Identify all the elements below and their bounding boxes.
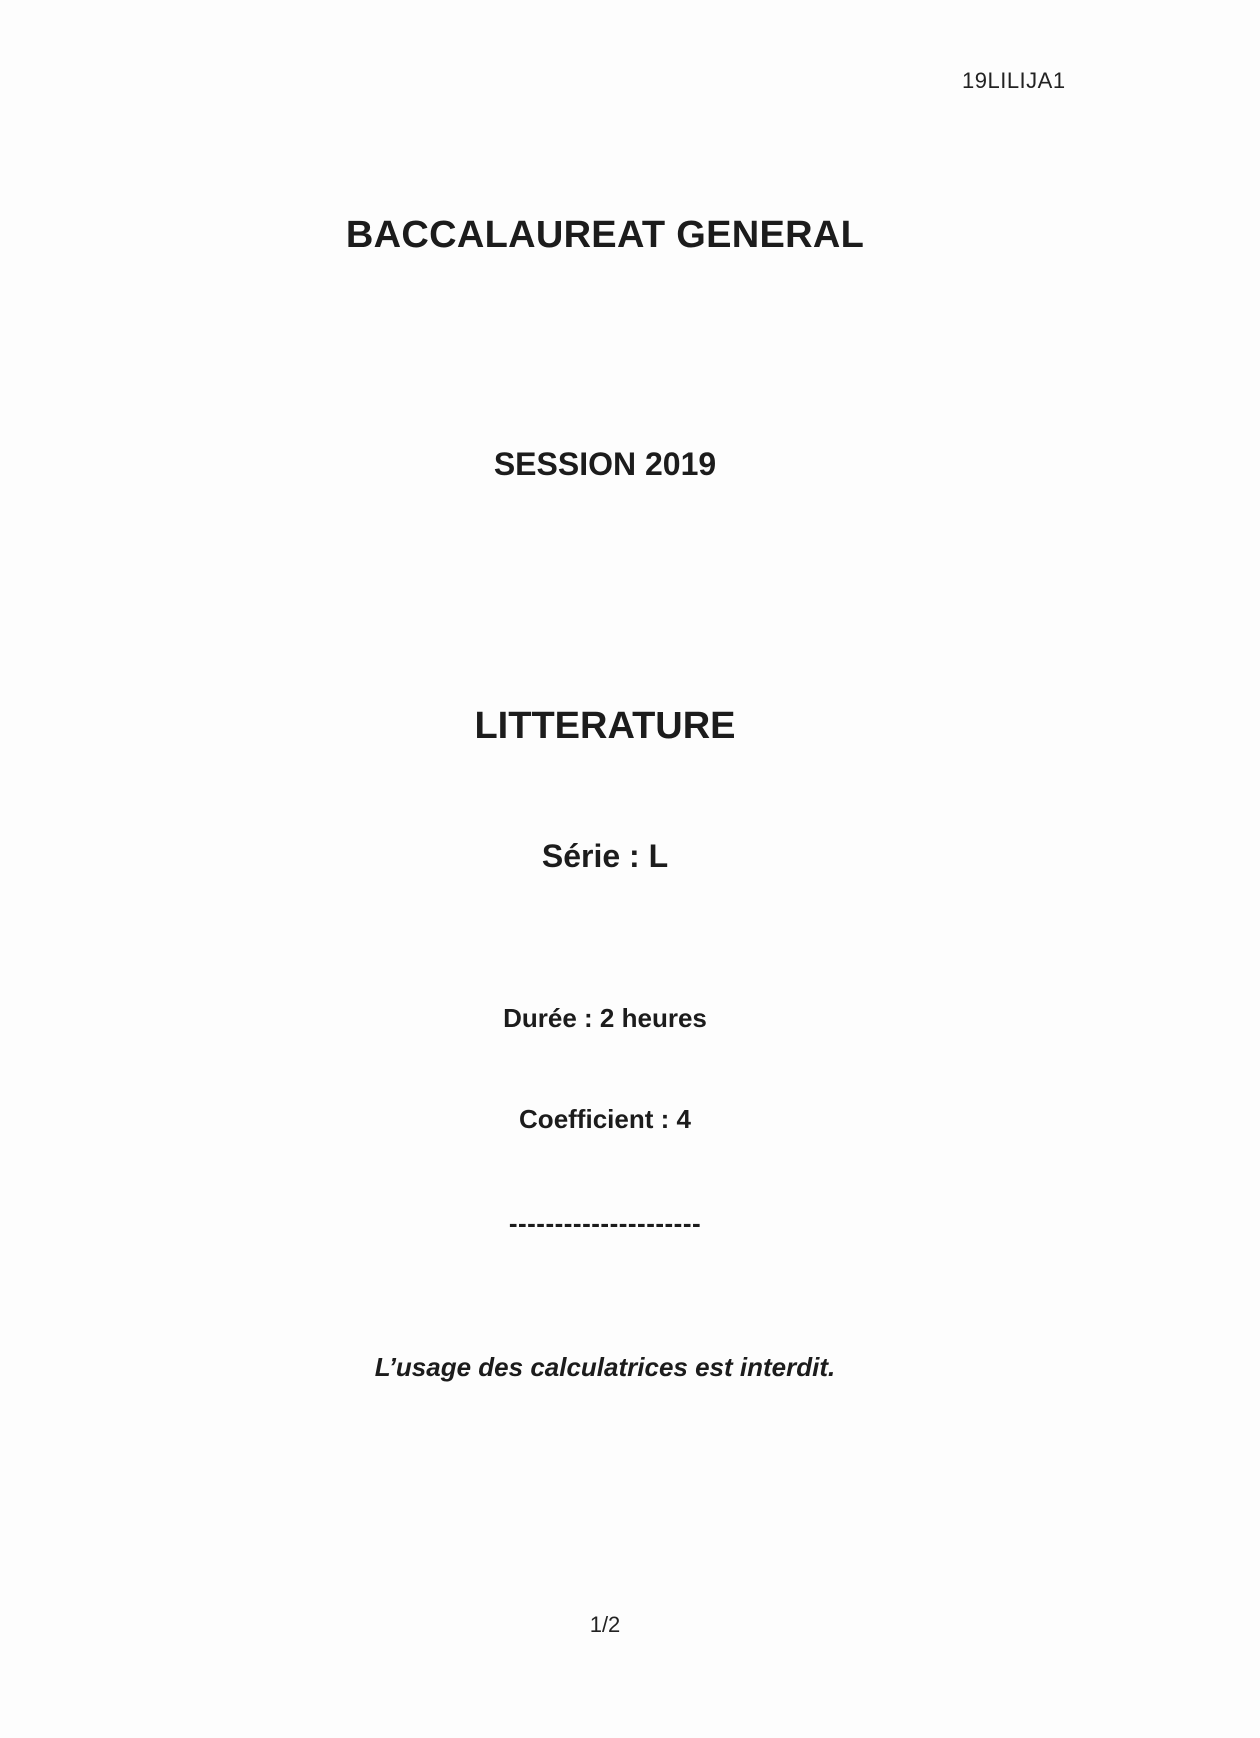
- series-label: Série : L: [541, 838, 669, 874]
- separator-line: ---------------------: [508, 1208, 702, 1238]
- session-label: SESSION 2019: [493, 446, 717, 482]
- page-number: 1/2: [589, 1612, 621, 1637]
- subject-code: 19LILIJA1: [962, 68, 1066, 93]
- duration-label: Durée : 2 heures: [503, 1003, 707, 1033]
- subject-title: LITTERATURE: [474, 705, 736, 747]
- exam-title: BACCALAUREAT GENERAL: [345, 214, 865, 256]
- coefficient-label: Coefficient : 4: [519, 1104, 691, 1134]
- calculator-notice: L’usage des calculatrices est interdit.: [374, 1352, 836, 1382]
